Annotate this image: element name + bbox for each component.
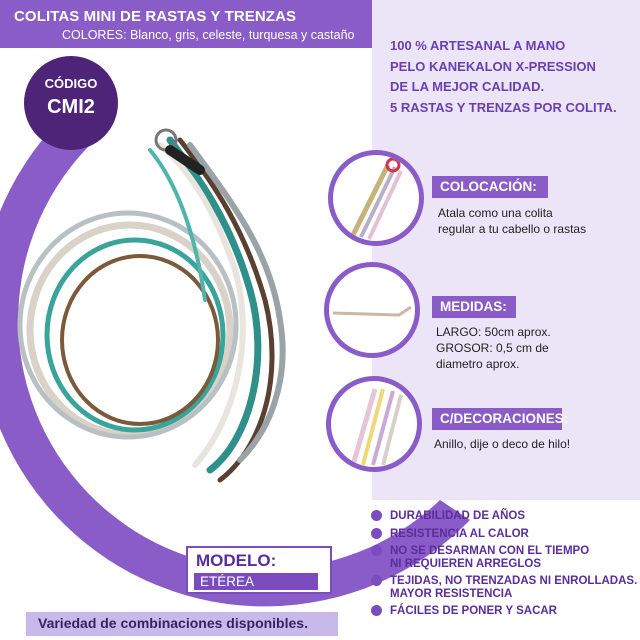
list-item-text: NI REQUIEREN ARREGLOS [390,557,542,570]
top-points [390,36,635,118]
measures-line: diametro aprox. [436,357,520,371]
list-item [368,510,636,523]
decorations-image [326,376,422,472]
list-item [368,528,636,541]
code-value: CMI2 [47,96,95,118]
decorations-line: Anillo, dije o deco de hilo! [434,437,571,451]
placement-line: Atala como una colita [438,206,553,220]
decorations-text [434,436,570,452]
code-badge [24,56,118,150]
model-value: ETÉREA [194,573,318,590]
top-point: 100 % ARTESANAL A MANO [390,38,566,53]
decorations-illustration [331,381,417,467]
bullet-dot-icon [371,575,382,586]
bottom-banner [26,612,338,636]
colors-subtitle: COLORES: Blanco, gris, celeste, turquesa y castaño [62,28,355,42]
benefits-list [368,510,636,623]
model-label: MODELO: [196,551,277,570]
placement-line: regular a tu cabello o rastas [438,222,587,236]
top-point: 5 RASTAS Y TRENZAS POR COLITA. [390,99,617,115]
measures-illustration [329,267,415,353]
list-item-text: TEJIDAS, NO TRENZADAS NI ENROLLADAS. [390,575,638,587]
measures-text [436,324,551,372]
list-item [368,575,636,600]
placement-illustration [333,155,419,241]
placement-image [328,150,424,246]
decorations-title: C/DECORACIONES: [432,408,562,430]
measures-line: LARGO: 50cm aprox. [436,325,551,339]
list-item-text: MAYOR RESISTENCIA [390,587,513,600]
top-point: PELO KANEKALON X-PRESSION [390,58,596,74]
variety-text: Variedad de combinaciones disponibles. [38,615,308,631]
list-item-text: NO SE DESARMAN CON EL TIEMPO [390,545,590,557]
measures-image [324,262,420,358]
bullet-dot-icon [371,510,382,521]
list-item-text: DURABILIDAD DE AÑOS [390,510,526,522]
page-title: COLITAS MINI DE RASTAS Y TRENZAS [14,8,297,25]
list-item-text: FÁCILES DE PONER Y SACAR [390,605,557,617]
list-item-text: RESISTENCIA AL CALOR [390,527,529,540]
placement-title: COLOCACIÓN: [432,176,548,198]
list-item [368,545,636,570]
bullet-dot-icon [371,605,382,616]
measures-title: MEDIDAS: [432,296,516,318]
list-item [368,605,636,618]
bullet-dot-icon [371,545,382,556]
measures-line: GROSOR: 0,5 cm de [436,341,549,355]
bullet-dot-icon [371,528,382,539]
top-point: DE LA MEJOR CALIDAD. [390,79,545,94]
placement-text [438,205,586,237]
model-box [186,546,332,594]
code-label: CÓDIGO [44,76,98,91]
